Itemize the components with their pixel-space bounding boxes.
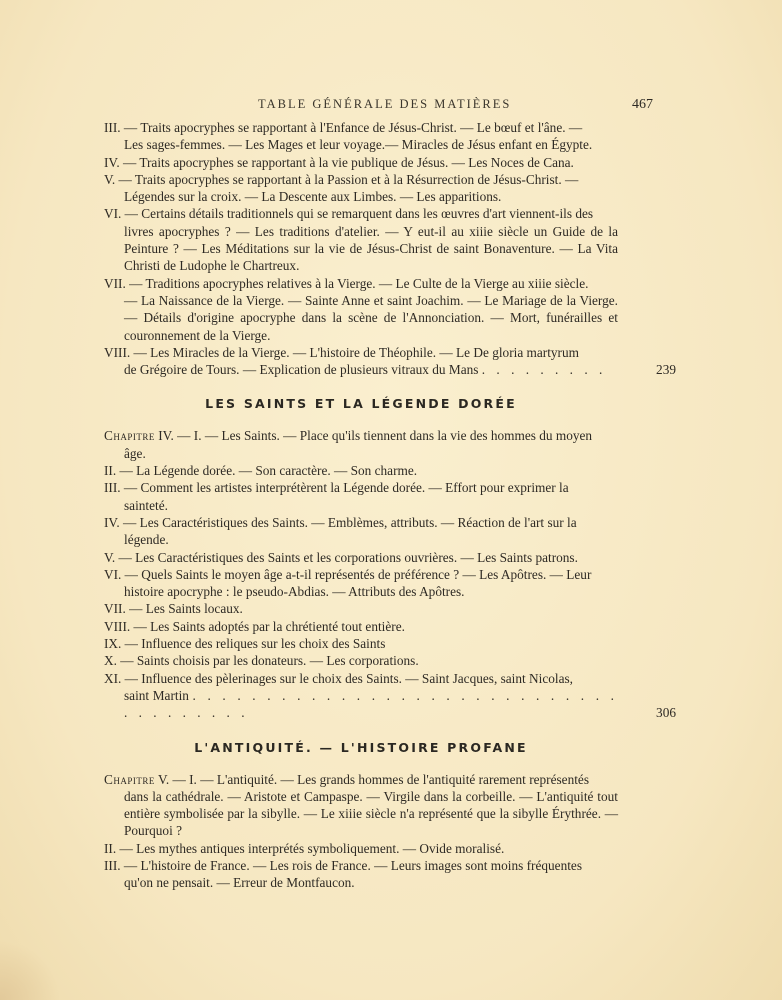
toc-entry: VIII. — Les Miracles de la Vierge. — L'histoire de Théophile. — Le De gloria martyrum de Grégoire de Tours. — Explication de plusieurs vitraux du Mans . . . . . . . . . 239 [104,344,676,378]
toc-entry: II. — Les mythes antiques interprétés symboliquement. — Ovide moralisé. [104,840,505,856]
toc-entry-with-page: de Grégoire de Tours. — Explication de plusieurs vitraux du Mans . . . . . . . . . 239 [124,362,676,378]
toc-entry-with-page: saint Martin . . . . . . . . . . . . . . . . . . . . . . . . . . . . . . . . . . . . . . 306 [124,687,676,721]
toc-entry: X. — Saints choisis par les donateurs. — Les corporations. [104,653,419,669]
toc-entry: II. — La Légende dorée. — Son caractère. — Son charme. [104,463,418,479]
chapter-label: Chapitre [104,428,155,444]
section-title-antiquite: L'ANTIQUITÉ. — L'HISTOIRE PROFANE [194,739,528,755]
paper-stain [0,940,60,1000]
chapter-block-antiquite [104,771,618,892]
page-header [0,97,782,115]
toc-entry: III. — Comment les artistes interprétèrent la Légende dorée. — Effort pour exprimer la sainteté. [104,480,569,513]
toc-entry: VI. — Certains détails traditionnels qui se remarquent dans les œuvres d'art viennent-ils des livres apocryphes ? — Les traditions d'atelier. — Y eut-il au xiiie siècle un Guide de la Peinture ? — Les Méditations sur la vie de Jésus-Christ de saint Bonaventure. — La Vita Christi de Ludophe le Chartreux. [104,206,618,274]
toc-entry: Chapitre V. — I. — L'antiquité. — Les grands hommes de l'antiquité rarement représentés dans la cathédrale. — Aristote et Campaspe. — Virgile dans la corbeille. — L'antiquité tout entière symbolisée par la sibylle. — Le xiiie siècle n'a représenté que la sibylle Érythrée. — Pourquoi ? [104,771,618,839]
toc-entry: VI. — Quels Saints le moyen âge a-t-il représentés de préférence ? — Les Apôtres. — Leur histoire apocryphe : le pseudo-Abdias. — Attributs des Apôtres. [104,566,592,600]
page-reference: 239 [656,362,676,378]
leader-dots: . . . . . . . . . [481,362,607,378]
section-title-saints: LES SAINTS ET LA LÉGENDE DORÉE [205,396,517,412]
leader-dots: . . . . . . . . . . . . . . . . . . . . . . . . . . . . . . . . . . . . . . [124,687,618,721]
toc-entry: XI. — Influence des pèlerinages sur le choix des Saints. — Saint Jacques, saint Nicolas, saint Martin . . . . . . . . . . . . . . . . . . . . . . . . . . . . . . . . . . . . . . 306 [104,670,676,721]
chapter-label: Chapitre [104,771,155,787]
toc-entry: V. — Traits apocryphes se rapportant à la Passion et à la Résurrection de Jésus-Christ. — Légendes sur la croix. — La Descente aux Limbes. — Les apparitions. [104,171,579,205]
page-number: 467 [632,97,653,112]
toc-entry: VII. — Les Saints locaux. [104,601,243,617]
table-of-contents [104,119,676,892]
toc-entry: III. — Traits apocryphes se rapportant à l'Enfance de Jésus-Christ. — Le bœuf et l'âne. — Les sages-femmes. — Les Mages et leur voyage.— Miracles de Jésus enfant en Égypte. [104,120,593,153]
toc-entry: III. — L'histoire de France. — Les rois de France. — Leurs images sont moins fréquentes qu'on ne pensait. — Erreur de Montfaucon. [104,857,582,891]
toc-entry: IV. — Les Caractéristiques des Saints. — Emblèmes, attributs. — Réaction de l'art sur la légende. [104,514,577,548]
running-title: TABLE GÉNÉRALE DES MATIÈRES [258,97,512,111]
toc-entry: IX. — Influence des reliques sur les choix des Saints [104,636,386,652]
toc-entry: VIII. — Les Saints adoptés par la chrétienté tout entière. [104,618,405,634]
chapter-block-saints [104,427,676,721]
page-reference: 306 [656,705,676,721]
toc-entry: VII. — Traditions apocryphes relatives à la Vierge. — Le Culte de la Vierge au xiiie siècle. — La Naissance de la Vierge. — Sainte Anne et saint Joachim. — Le Mariage de la Vierge. — Détails d'origine apocryphe dans la scène de l'Annonciation. — Mort, funérailles et couronnement de la Vierge. [104,275,618,343]
toc-entry: IV. — Traits apocryphes se rapportant à la vie publique de Jésus. — Les Noces de Cana. [104,154,574,170]
toc-entry: Chapitre IV. — I. — Les Saints. — Place qu'ils tiennent dans la vie des hommes du moyen âge. [104,428,593,461]
toc-entry: V. — Les Caractéristiques des Saints et les corporations ouvrières. — Les Saints patrons. [104,549,578,565]
chapter-block-jesus [104,119,676,378]
